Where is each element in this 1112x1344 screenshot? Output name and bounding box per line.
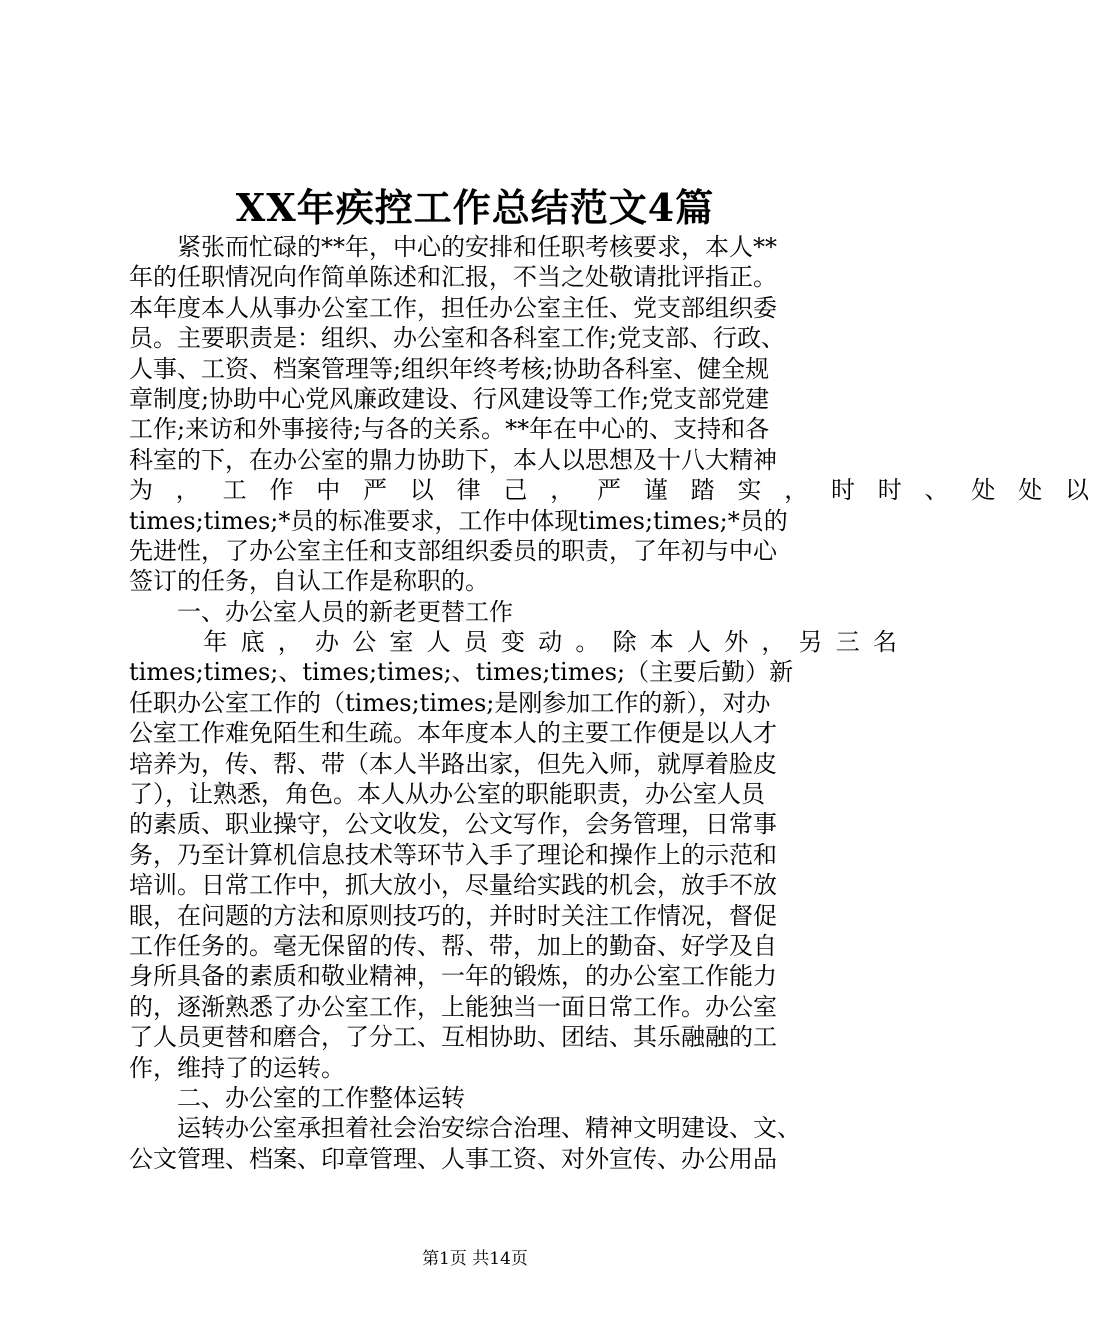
- body-line: times;times;、times;times;、times;times;（主要后勤）新: [129, 658, 794, 687]
- document-title: XX年疾控工作总结范文4篇: [235, 185, 715, 230]
- body-line: 为，工作中严以律己，严谨踏实，时时、处处以: [129, 476, 1112, 505]
- page-footer: 第1页 共14页: [422, 1249, 528, 1269]
- body-line: 作，维持了的运转。: [129, 1053, 345, 1082]
- body-line: 人事、工资、档案管理等;组织年终考核;协助各科室、健全规: [129, 354, 770, 383]
- body-line: 了人员更替和磨合，了分工、互相协助、团结、其乐融融的工: [129, 1023, 777, 1052]
- body-line: 签订的任务，自认工作是称职的。: [129, 567, 489, 596]
- section-heading: 一、办公室人员的新老更替工作: [129, 597, 513, 626]
- body-line: 章制度;协助中心党风廉政建设、行风建设等工作;党支部党建: [129, 384, 770, 413]
- body-line: 运转办公室承担着社会治安综合治理、精神文明建设、文、: [129, 1114, 801, 1143]
- body-line: 的，逐渐熟悉了办公室工作，上能独当一面日常工作。办公室: [129, 992, 777, 1021]
- body-line: 眼，在问题的方法和原则技巧的，并时时关注工作情况，督促: [129, 901, 777, 930]
- body-line: 公室工作难免陌生和生疏。本年度本人的主要工作便是以人才: [129, 719, 777, 748]
- body-line: 本年度本人从事办公室工作，担任办公室主任、党支部组织委: [129, 293, 777, 322]
- section-heading: 二、办公室的工作整体运转: [129, 1083, 465, 1112]
- body-line: 了），让熟悉，角色。本人从办公室的职能职责，办公室人员: [129, 780, 765, 809]
- body-line: 培养为，传、帮、带（本人半路出家，但先入师，就厚着脸皮: [129, 749, 777, 778]
- body-line: 科室的下，在办公室的鼎力协助下，本人以思想及十八大精神: [129, 445, 777, 474]
- body-line: 公文管理、档案、印章管理、人事工资、对外宣传、办公用品: [129, 1144, 777, 1173]
- body-line: 工作;来访和外事接待;与各的关系。**年在中心的、支持和各: [129, 415, 770, 444]
- body-line: 工作任务的。毫无保留的传、帮、带，加上的勤奋、好学及自: [129, 931, 777, 960]
- body-line: 的素质、职业操守，公文收发，公文写作，会务管理，日常事: [129, 810, 777, 839]
- body-line: 年底，办公室人员变动。除本人外，另三名: [129, 628, 911, 657]
- body-line: times;times;*员的标准要求，工作中体现times;times;*员的: [129, 506, 788, 535]
- body-line: 先进性，了办公室主任和支部组织委员的职责，了年初与中心: [129, 536, 777, 565]
- body-line: 年的任职情况向作简单陈述和汇报，不当之处敬请批评指正。: [129, 263, 777, 292]
- body-line: 培训。日常工作中，抓大放小，尽量给实践的机会，放手不放: [129, 871, 777, 900]
- body-line: 紧张而忙碌的**年，中心的安排和任职考核要求，本人**: [129, 233, 777, 261]
- body-line: 身所具备的素质和敬业精神，一年的锻炼，的办公室工作能力: [129, 962, 777, 991]
- document-body: [129, 232, 1112, 1174]
- body-line: 员。主要职责是：组织、办公室和各科室工作;党支部、行政、: [129, 324, 786, 353]
- body-line: 任职办公室工作的（times;times;是刚参加工作的新），对办: [129, 688, 771, 717]
- body-line: 务，乃至计算机信息技术等环节入手了理论和操作上的示范和: [129, 840, 777, 869]
